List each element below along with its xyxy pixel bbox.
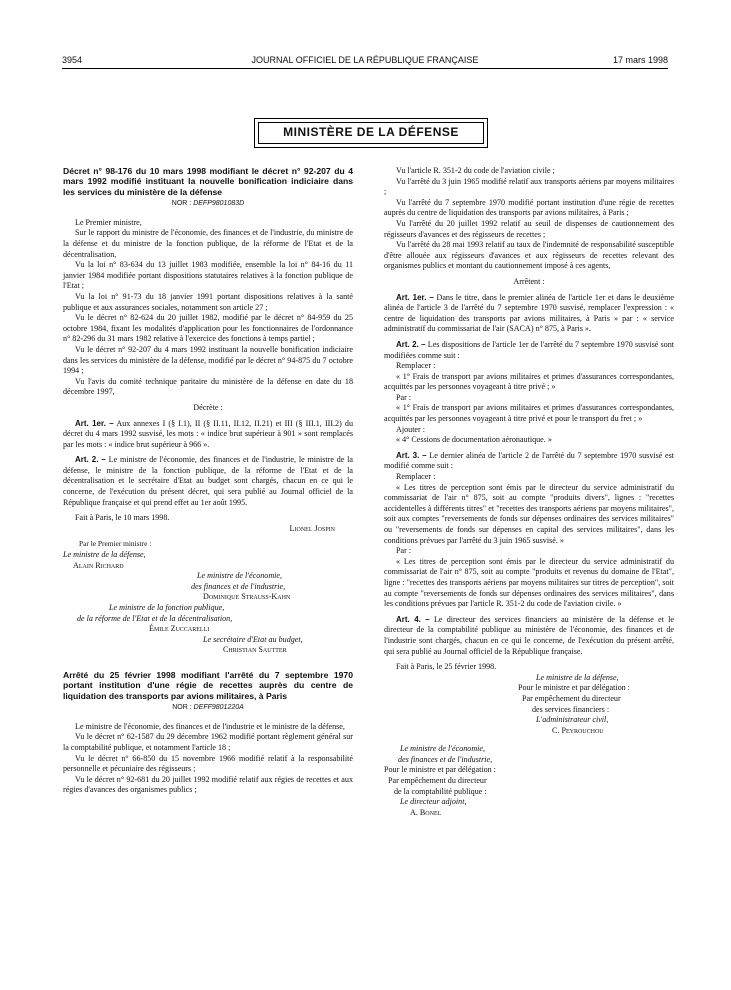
right-column: [384, 166, 674, 818]
left-column: [63, 166, 353, 796]
quote: « 1° Frais de transport par avions militaires et primes d'assurances correspondantes, acquittés par les personnes voyageant à titre privé ; »: [384, 371, 674, 392]
sig-name: Alain Richard: [73, 560, 124, 570]
arrete-done: Fait à Paris, le 25 février 1998.: [396, 662, 497, 672]
sig-name: A. Bonel: [410, 807, 442, 817]
header-rule: [62, 68, 668, 69]
quote: « 4° Cessions de documentation aéronautique. »: [396, 435, 552, 445]
instruction: Ajouter :: [396, 424, 425, 434]
sig-title: des finances et de l'industrie,: [398, 754, 493, 764]
sig-name: Dominique Strauss-Kahn: [203, 592, 291, 602]
sig-title: Le ministre de l'économie,: [197, 571, 283, 581]
instruction: Remplacer :: [396, 361, 436, 371]
arrete-para: Vu l'arrêté du 7 septembre 1970 modifié portant institution d'une régie de recettes auprès du centre de liquidation des transports par avions militaires, à Paris ;: [384, 197, 674, 218]
instruction: Par :: [396, 392, 412, 402]
arrete-para: Le ministre de l'économie, des finances et de l'industrie et le ministre de la défense,: [75, 721, 345, 731]
decree-para: Vu la loi n° 91-73 du 18 janvier 1991 portant dispositions relatives à la santé publique et aux assurances sociales, notamment son article 27 ;: [63, 291, 353, 312]
sig-title: Le secrétaire d'Etat au budget,: [203, 634, 303, 644]
arrete-title: Arrêté du 25 février 1998 modifiant l'arrêté du 7 septembre 1970 portant institution d'une régie de recettes auprès du centre de liquidation des transports par avions militaires, à Paris: [63, 669, 353, 701]
sig-line: Par empêchement du directeur: [388, 776, 487, 786]
sig-title: de la réforme de l'Etat et de la décentralisation,: [77, 613, 233, 623]
sig-line: Par empêchement du directeur: [522, 693, 621, 703]
arrete-nor: NOR : DEFF9801220A: [172, 704, 244, 712]
decree-para: Vu la loi n° 83-634 du 13 juillet 1983 modifiée, ensemble la loi n° 84-16 du 11 janvier 1984 modifiée portant dispositions statutaires relatives à la fonction publique de l'Etat ;: [63, 260, 353, 291]
signature-pm: Lionel Jospin: [289, 523, 335, 533]
sig-name: Émile Zuccarelli: [149, 624, 210, 634]
arrete-para: Vu l'arrêté du 28 mai 1993 relatif au taux de l'indemnité de responsabilité susceptible d'être allouée aux régisseurs d'avances et aux régisseurs de recettes relevant des organismes publics et montant du cautionnement imposé à ces agents,: [384, 240, 674, 271]
arrete-para: Vu l'article R. 351-2 du code de l'aviation civile ;: [396, 166, 555, 175]
quote: « Les titres de perception sont émis par le directeur du service administratif du commissariat de l'air n° 875, soit au compte "produits et revenus du domaine de l'Etat", ligne : "recettes des transports aériens par moyens militaires sur titres de perception", soit au compte "reversements de fonds sur dépenses ordinaires des services militaires", dans les conditions prévues par l'article R. 351-2 du code de l'aviation civile. »: [384, 556, 674, 609]
arretent-heading: Arrêtent :: [513, 276, 545, 286]
arrete-article-2: Art. 2. – Les dispositions de l'article 1er de l'arrêté du 7 septembre 1970 susvisé sont modifiées comme suit :: [384, 339, 674, 360]
instruction: Par :: [396, 546, 412, 556]
decree-title: Décret n° 98-176 du 10 mars 1998 modifiant le décret n° 92-207 du 4 mars 1992 modifié instituant la nouvelle bonification indiciaire dans les services du ministère de la défense: [63, 166, 353, 197]
issue-date: 17 mars 1998: [612, 55, 668, 65]
sig-line: de la comptabilité publique :: [394, 786, 487, 796]
journal-title: JOURNAL OFFICIEL DE LA RÉPUBLIQUE FRANÇAISE: [251, 55, 479, 65]
arrete-article-3: Art. 3. – Le dernier alinéa de l'article 2 de l'arrêté du 7 septembre 1970 susvisé est modifié comme suit :: [384, 450, 675, 471]
sig-title: Le ministre de l'économie,: [400, 744, 486, 754]
sig-title: des finances et de l'industrie,: [191, 581, 286, 591]
decree-article-1: Art. 1er. – Aux annexes I (§ I.1), II (§ II.11, II.12, II.21) et III (§ III.1, III.2) du décret du 4 mars 1992 susvisé, les mots : « indice brut supérieur à 901 » sont remplacés par les mots : « indice brut supérieur à 966 ».: [63, 418, 354, 449]
decree-premier: Le Premier ministre,: [75, 217, 142, 227]
sig-line: Pour le ministre et par délégation :: [518, 683, 630, 693]
sig-line: des services financiers :: [532, 704, 610, 714]
quote: « Les titres de perception sont émis par le directeur du service administratif du commissariat de l'air n° 875, soit au compte "produits divers", lignes : "recettes accidentelles à différents titres" et "recettes des transports aériens par moyens militaires", soit aux comptes "reversements de fonds sur dépenses ordinaires des services militaires" ou "reversements de fonds sur dépenses en capital des services militaires", dans les conditions prévues par l'arrêté du 3 juin 1965 susvisé. »: [384, 482, 674, 545]
decree-para: Vu le décret n° 82-624 du 20 juillet 1982, modifié par le décret n° 84-959 du 25 octobre 1984, fixant les modalités d'application pour les fonctionnaires de l'ordonnance n° 82-296 du 31 mars 1982 relative à l'exercice des fonctions à temps partiel ;: [63, 313, 353, 344]
arrete-para: Vu l'arrêté du 3 juin 1965 modifié relatif aux transports aériens par moyens militaires ;: [384, 176, 674, 197]
arrete-para: Vu le décret n° 92-681 du 20 juillet 1992 modifié relatif aux régies de recettes et aux régies d'avances des organismes publics ;: [63, 774, 353, 795]
decrete-heading: Décrète :: [193, 402, 223, 412]
ministry-title: MINISTÈRE DE LA DÉFENSE: [258, 122, 484, 144]
arrete-para: Vu l'arrêté du 20 juillet 1992 relatif au seuil de dispenses de cautionnement des régisseurs d'avances et des régisseurs de recettes ;: [384, 218, 674, 239]
sig-title: Le ministre de la défense,: [63, 550, 146, 560]
arrete-article-1: Art. 1er. – Dans le titre, dans le premier alinéa de l'article 1er et dans le deuxième alinéa de l'article 3 de l'arrêté du 7 septembre 1970 susvisé, remplacer l'expression : « centre de liquidation des transports par avions militaires, à Paris » par : « service administratif du commissariat de l'air (SACA) n° 875, à Paris ».: [384, 292, 674, 334]
arrete-article-4: Art. 4. – Le directeur des services financiers au ministère de la défense et le directeur de la comptabilité publique au ministère de l'économie, des finances et de l'industrie sont chargés, chacun en ce qui le concerne, de l'exécution du présent arrêté, qui sera publié au Journal officiel de la République française.: [384, 614, 674, 656]
decree-para: Vu l'avis du comité technique paritaire du ministère de la défense en date du 18 décembre 1997,: [63, 376, 353, 397]
decree-nor: NOR : DEFP9801083D: [171, 200, 245, 208]
arrete-para: Vu le décret n° 66-850 du 15 novembre 1966 modifié relatif à la responsabilité personnelle et pécuniaire des régisseurs ;: [63, 753, 353, 774]
instruction: Remplacer :: [396, 472, 436, 482]
sig-title: Le ministre de la défense,: [536, 672, 619, 682]
arrete-para: Vu le décret n° 62-1587 du 29 décembre 1962 modifié portant règlement général sur la comptabilité publique, et notamment l'article 18 ;: [63, 732, 353, 752]
decree-para: Vu le décret n° 92-207 du 4 mars 1992 instituant la nouvelle bonification indiciaire dans les services du ministère de la défense, modifié par le décret n° 94-875 du 7 octobre 1994 ;: [63, 344, 353, 376]
sig-line: Pour le ministre et par délégation :: [384, 765, 496, 775]
ministry-box: [254, 118, 488, 148]
sig-title: Le directeur adjoint,: [400, 797, 467, 807]
sig-name: C. Peyrouchou: [552, 725, 604, 735]
decree-done: Fait à Paris, le 10 mars 1998.: [75, 513, 170, 523]
sig-title: L'administrateur civil,: [536, 715, 609, 725]
by-pm: Par le Premier ministre :: [79, 539, 152, 549]
page-number: 3954: [62, 55, 83, 65]
quote: « 1° Frais de transport par avions militaires et primes d'assurances correspondantes, acquittés par les personnes voyageant à titre privé et pour le transport du fret ; »: [384, 403, 674, 424]
decree-article-2: Art. 2. – Le ministre de l'économie, des finances et de l'industrie, le ministre de la défense, le ministre de la fonction publique, de la réforme de l'Etat et de la décentralisation et le secrétaire d'Etat au budget sont chargés, chacun en ce qui le concerne, de l'exécution du présent décret, qui sera publié au Journal officiel de la République française et qui prend effet au 1er août 1995.: [63, 455, 354, 507]
sig-name: Christian Sautter: [223, 645, 287, 655]
sig-title: Le ministre de la fonction publique,: [109, 603, 225, 612]
decree-para: Sur le rapport du ministre de l'économie, des finances et de l'industrie, du ministre de la défense et du ministre de la fonction publique, de la réforme de l'Etat et de la décentralisation,: [63, 228, 353, 259]
